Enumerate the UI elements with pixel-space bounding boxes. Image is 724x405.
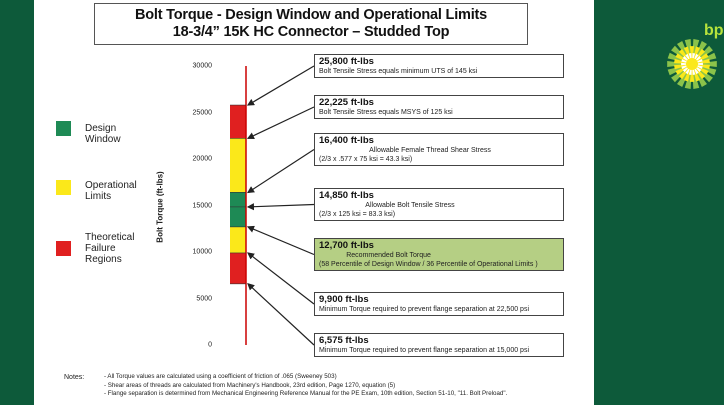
sun-core (686, 58, 698, 70)
callout-arrow (248, 227, 314, 255)
note-item: - Flange separation is determined from Mechanical Engineering Reference Manual for the PE Exam, 10th edition, Section 51-10, "11. Bolt Preload". (104, 390, 508, 398)
callout-arrow (248, 284, 314, 345)
y-tick-label: 20000 (192, 155, 212, 163)
y-axis-label: Bolt Torque (ft-lbs) (155, 171, 165, 243)
callout-text: (58 Percentile of Design Window / 36 Percentile of Operational Limits ) (319, 261, 538, 268)
brand-panel (594, 0, 724, 405)
legend-label-failure-regions: Theoretical Failure Regions (85, 232, 135, 265)
callout-text: Allowable Bolt Tensile Stress (319, 202, 455, 209)
callout-25800 (314, 54, 564, 78)
callout-value: 16,400 ft-lbs (319, 135, 374, 146)
callout-text: Allowable Female Thread Shear Stress (319, 147, 491, 154)
callout-text: Bolt Tensile Stress equals MSYS of 125 ksi (319, 109, 453, 116)
callout-22225 (314, 95, 564, 119)
callout-value: 22,225 ft-lbs (319, 97, 374, 108)
legend-label-design-window: Design Window (85, 123, 121, 145)
slide (34, 0, 594, 405)
y-tick-label: 25000 (192, 109, 212, 116)
callout-value: 12,700 ft-lbs (319, 240, 374, 251)
note-item: - Shear areas of threads are calculated from Machinery's Handbook, 23rd edition, Page 1270, equation (5) (104, 381, 396, 389)
callout-value: 9,900 ft-lbs (319, 294, 369, 305)
callout-text: Bolt Tensile Stress equals minimum UTS of 145 ksi (319, 68, 478, 75)
callout-value: 14,850 ft-lbs (319, 190, 374, 201)
y-tick-label: 0 (208, 341, 212, 349)
callout-12700 (314, 238, 564, 271)
callout-text: (2/3 x 125 ksi = 83.3 ksi) (319, 211, 396, 218)
y-tick-label: 10000 (192, 248, 212, 256)
title-line-2: 18-3/4” 15K HC Connector – Studded Top (172, 24, 450, 40)
bp-logo-text: bp (704, 22, 724, 39)
y-tick-label: 5000 (196, 295, 212, 302)
callout-9900 (314, 292, 564, 316)
callout-value: 25,800 ft-lbs (319, 56, 374, 67)
callout-value: 6,575 ft-lbs (319, 335, 369, 346)
note-item: - All Torque values are calculated using a coefficient of friction of .065 (Sweeney 503) (104, 373, 337, 380)
notes-label: Notes: (64, 374, 85, 381)
callout-text: Recommended Bolt Torque (319, 252, 431, 259)
legend-label-operational-limits: Operational Limits (85, 180, 137, 202)
y-tick-label: 15000 (192, 202, 212, 209)
callout-6575 (314, 333, 564, 357)
callout-text: Minimum Torque required to prevent flange separation at 22,500 psi (319, 306, 529, 313)
callout-arrow (248, 253, 314, 304)
callout-arrow (248, 66, 314, 105)
callout-arrow (248, 107, 314, 138)
callout-text: Minimum Torque required to prevent flange separation at 15,000 psi (319, 347, 529, 354)
callout-14850 (314, 188, 564, 221)
bp-helios-logo-icon (666, 38, 718, 90)
callout-16400 (314, 133, 564, 166)
callout-text: (2/3 x .577 x 75 ksi = 43.3 ksi) (319, 156, 413, 163)
title-line-1: Bolt Torque - Design Window and Operational Limits (134, 7, 488, 23)
callout-arrow (248, 150, 314, 193)
notes (104, 373, 507, 399)
y-tick-label: 30000 (192, 62, 212, 70)
callout-arrow (248, 205, 314, 207)
